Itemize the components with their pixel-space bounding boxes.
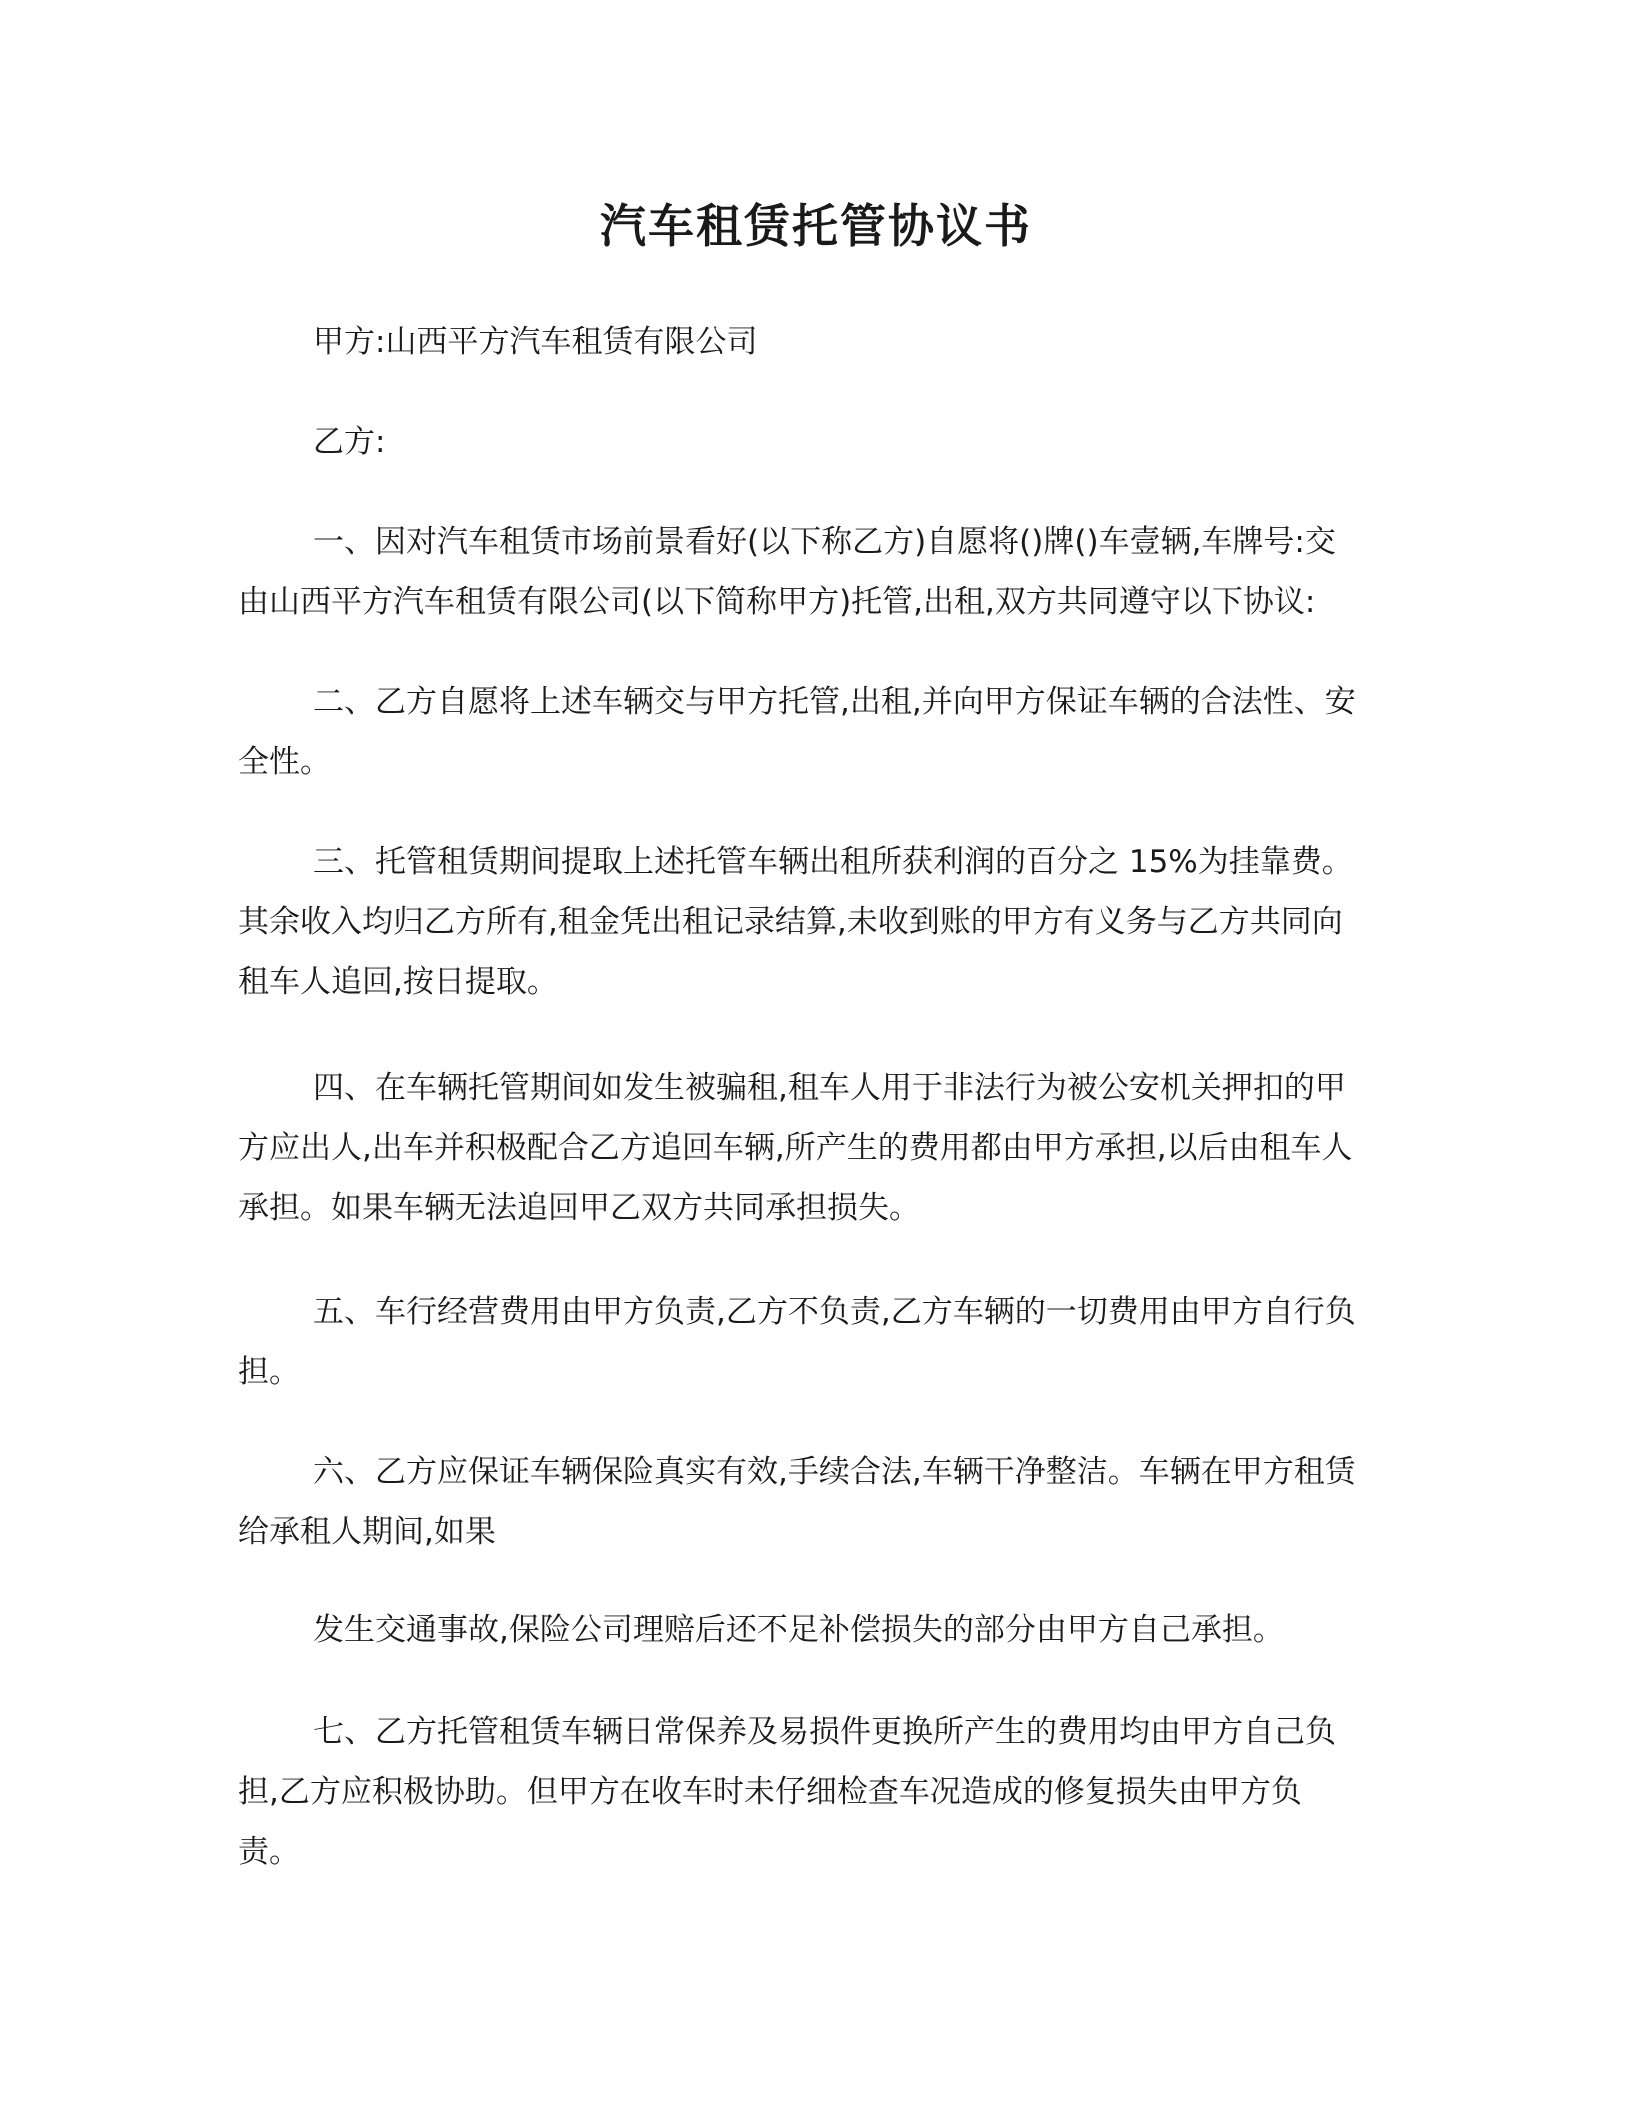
clause-3-line-3: 租车人追回,按日提取。 (238, 964, 558, 1000)
clause-7-line-1: 七、乙方托管租赁车辆日常保养及易损件更换所产生的费用均由甲方自己负 (313, 1714, 1336, 1750)
clause-4-line-3: 承担。如果车辆无法追回甲乙双方共同承担损失。 (238, 1190, 920, 1226)
clause-6-line-3: 发生交通事故,保险公司理赔后还不足补偿损失的部分由甲方自己承担。 (313, 1612, 1284, 1648)
clause-4-line-1: 四、在车辆托管期间如发生被骗租,租车人用于非法行为被公安机关押扣的甲 (313, 1070, 1346, 1106)
clause-1-line-1: 一、因对汽车租赁市场前景看好(以下称乙方)自愿将()牌()车壹辆,车牌号:交 (313, 524, 1336, 560)
clause-4-line-2: 方应出人,出车并积极配合乙方追回车辆,所产生的费用都由甲方承担,以后由租车人 (238, 1130, 1353, 1166)
clause-5-line-1: 五、车行经营费用由甲方负责,乙方不负责,乙方车辆的一切费用由甲方自行负 (313, 1294, 1356, 1330)
document-title: 汽车租赁托管协议书 (600, 199, 1032, 253)
clause-6-line-2: 给承租人期间,如果 (238, 1514, 496, 1550)
clause-7-line-3: 责。 (238, 1834, 300, 1870)
clause-2-line-1: 二、乙方自愿将上述车辆交与甲方托管,出租,并向甲方保证车辆的合法性、安 (313, 684, 1356, 720)
clause-5-line-2: 担。 (238, 1354, 300, 1390)
party-a-line: 甲方:山西平方汽车租赁有限公司 (313, 324, 758, 360)
clause-2-line-2: 全性。 (238, 744, 331, 780)
clause-3-line-2: 其余收入均归乙方所有,租金凭出租记录结算,未收到账的甲方有义务与乙方共同向 (238, 904, 1343, 940)
clause-6-line-1: 六、乙方应保证车辆保险真实有效,手续合法,车辆干净整洁。车辆在甲方租赁 (313, 1454, 1356, 1490)
clause-1-line-2: 由山西平方汽车租赁有限公司(以下简称甲方)托管,出租,双方共同遵守以下协议: (238, 584, 1316, 620)
party-b-line: 乙方: (313, 424, 386, 460)
clause-3-line-1: 三、托管租赁期间提取上述托管车辆出租所获利润的百分之 15%为挂靠费。 (313, 844, 1353, 880)
clause-7-line-2: 担,乙方应积极协助。但甲方在收车时未仔细检查车况造成的修复损失由甲方负 (238, 1774, 1302, 1810)
